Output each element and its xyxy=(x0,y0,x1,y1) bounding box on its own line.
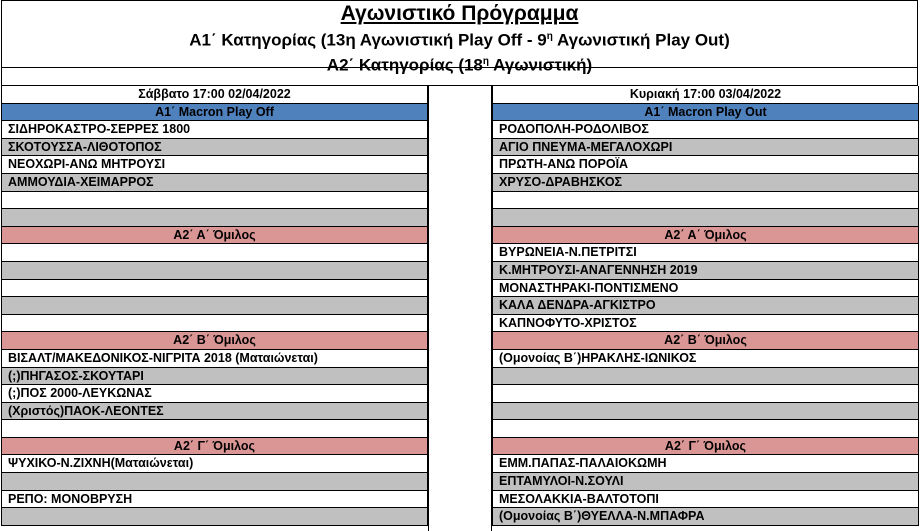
page-title: Αγωνιστικό Πρόγραμμα xyxy=(340,2,579,25)
match-row: ΑΓΙΟ ΠΝΕΥΜΑ-ΜΕΓΑΛΟΧΩΡΙ xyxy=(492,139,919,157)
a2-group-header: Α2΄ Α΄ Όμιλος xyxy=(492,227,919,245)
empty-row xyxy=(1,192,428,210)
subtitle-a2: Α2΄ Κατηγορίας ($18^\eta$ Αγωνιστική) xyxy=(326,55,593,75)
saturday-date-header: Σάββατο 17:00 02/04/2022 xyxy=(1,86,428,104)
empty-row xyxy=(1,262,428,280)
a1-section-header: Α1΄ Macron Play Off xyxy=(1,104,428,122)
empty-row xyxy=(1,473,428,491)
subtitle-a1: Α1΄ Κατηγορίας (13η Αγωνιστική Play Off - $9^\eta$ Αγωνιστική Play Out) xyxy=(189,30,730,50)
a2-group-header: Α2΄ Γ΄ Όμιλος xyxy=(492,438,919,456)
spacer-row xyxy=(1,68,918,86)
sunday-column xyxy=(492,86,919,526)
empty-row xyxy=(1,420,428,438)
match-row: ΡΕΠΟ: ΜΟΝΟΒΡΥΣΗ xyxy=(1,491,428,509)
match-row: (;)ΠΗΓΑΣΟΣ-ΣΚΟΥΤΑΡΙ xyxy=(1,368,428,386)
match-row: ΜΟΝΑΣΤΗΡΑΚΙ-ΠΟΝΤΙΣΜΕΝΟ xyxy=(492,280,919,298)
match-row: ΣΚΟΤΟΥΣΣΑ-ΛΙΘΟΤΟΠΟΣ xyxy=(1,139,428,157)
match-row: ΜΕΣΟΛΑΚΚΙΑ-ΒΑΛΤΟΤΟΠΙ xyxy=(492,491,919,509)
a1-section-header: Α1΄ Macron Play Out xyxy=(492,104,919,122)
match-row: (;)ΠΟΣ 2000-ΛΕΥΚΩΝΑΣ xyxy=(1,385,428,403)
empty-row xyxy=(1,244,428,262)
match-row: ΒΙΣΑΛΤ/ΜΑΚΕΔΟΝΙΚΟΣ-ΝΙΓΡΙΤΑ 2018 (Ματαιώνεται) xyxy=(1,350,428,368)
match-row: ΡΟΔΟΠΟΛΗ-ΡΟΔΟΛΙΒΟΣ xyxy=(492,121,919,139)
title-box xyxy=(1,0,918,75)
empty-row xyxy=(492,420,919,438)
match-row: ΒΥΡΩΝΕΙΑ-Ν.ΠΕΤΡΙΤΣΙ xyxy=(492,244,919,262)
empty-row xyxy=(492,209,919,227)
empty-row xyxy=(492,403,919,421)
sunday-date-header: Κυριακή 17:00 03/04/2022 xyxy=(492,86,919,104)
empty-row xyxy=(1,297,428,315)
a2-group-header: Α2΄ Γ΄ Όμιλος xyxy=(1,438,428,456)
match-row: (Ομονοίας Β΄)ΗΡΑΚΛΗΣ-ΙΩΝΙΚΟΣ xyxy=(492,350,919,368)
match-row: ΣΙΔΗΡΟΚΑΣΤΡΟ-ΣΕΡΡΕΣ 1800 xyxy=(1,121,428,139)
a2-group-header: Α2΄ Β΄ Όμιλος xyxy=(492,332,919,350)
empty-row xyxy=(1,508,428,526)
a2-group-header: Α2΄ Β΄ Όμιλος xyxy=(1,332,428,350)
empty-row xyxy=(1,209,428,227)
match-row: ΠΡΩΤΗ-ΑΝΩ ΠΟΡΟΪΑ xyxy=(492,156,919,174)
empty-row xyxy=(492,368,919,386)
column-gap xyxy=(428,86,492,531)
match-row: (Χριστός)ΠΑΟΚ-ΛΕΟΝΤΕΣ xyxy=(1,403,428,421)
match-row: ΚΑΠΝΟΦΥΤΟ-ΧΡΙΣΤΟΣ xyxy=(492,315,919,333)
match-row: (Ομονοίας Β΄)ΘΥΕΛΛΑ-Ν.ΜΠΑΦΡΑ xyxy=(492,508,919,526)
match-row: ΑΜΜΟΥΔΙΑ-ΧΕΙΜΑΡΡΟΣ xyxy=(1,174,428,192)
empty-row xyxy=(1,280,428,298)
match-row: ΕΠΤΑΜΥΛΟΙ-Ν.ΣΟΥΛΙ xyxy=(492,473,919,491)
a2-group-header: Α2΄ Α΄ Όμιλος xyxy=(1,227,428,245)
empty-row xyxy=(492,385,919,403)
empty-row xyxy=(1,315,428,333)
match-row: ΕΜΜ.ΠΑΠΑΣ-ΠΑΛΑΙΟΚΩΜΗ xyxy=(492,455,919,473)
empty-row xyxy=(492,192,919,210)
match-row: ΝΕΟΧΩΡΙ-ΑΝΩ ΜΗΤΡΟΥΣΙ xyxy=(1,156,428,174)
match-row: ΚΑΛΑ ΔΕΝΔΡΑ-ΑΓΚΙΣΤΡΟ xyxy=(492,297,919,315)
saturday-column xyxy=(1,86,428,526)
match-row: ΧΡΥΣΟ-ΔΡΑΒΗΣΚΟΣ xyxy=(492,174,919,192)
match-row: ΨΥΧΙΚΟ-Ν.ΖΙΧΝΗ(Ματαιώνεται) xyxy=(1,455,428,473)
match-row: Κ.ΜΗΤΡΟΥΣΙ-ΑΝΑΓΕΝΝΗΣΗ 2019 xyxy=(492,262,919,280)
